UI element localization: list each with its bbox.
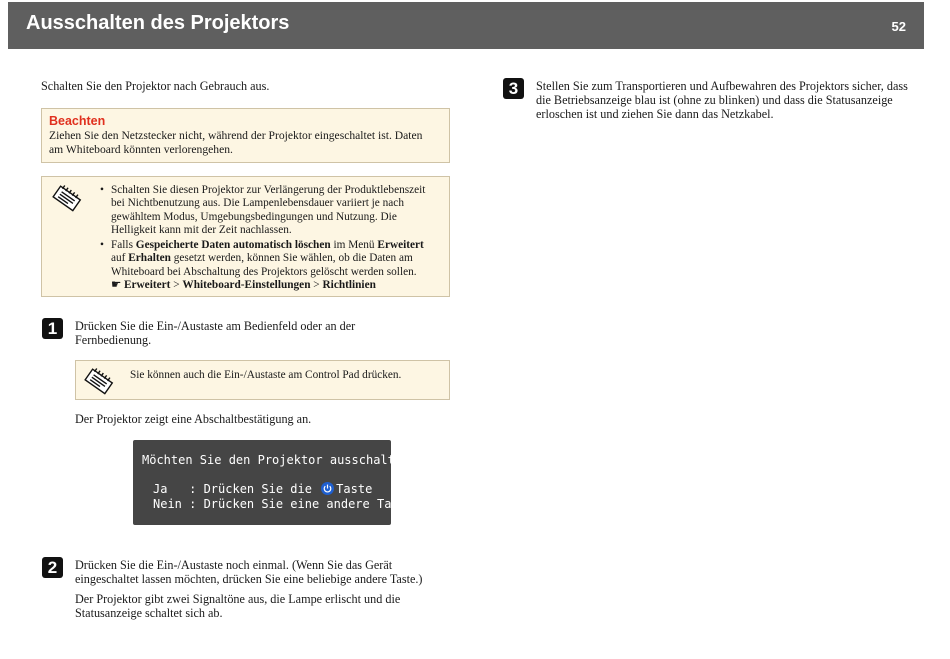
step-2-badge: 2 xyxy=(42,557,63,578)
memo-icon xyxy=(51,184,83,212)
attention-text: Ziehen Sie den Netzstecker nicht, während der Projektor eingeschaltet ist. Daten am Whiteboard könnten verlorengehen. xyxy=(49,129,423,156)
pointing-hand-icon: ☛ xyxy=(111,279,122,292)
menu-path-link[interactable]: Erweitert > Whiteboard-Einstellungen > Richtlinien xyxy=(123,279,376,292)
step-3-badge: 3 xyxy=(503,78,524,99)
page-header xyxy=(8,2,924,49)
step-1-memo-text: Sie können auch die Ein-/Austaste am Control Pad drücken. xyxy=(130,369,402,381)
memo-icon xyxy=(83,367,115,395)
memo-list xyxy=(100,184,436,294)
attention-title: Beachten xyxy=(49,114,106,128)
page-number: 52 xyxy=(891,19,906,34)
page-title: Ausschalten des Projektors xyxy=(26,12,290,34)
memo-box xyxy=(41,176,450,297)
step-2-text: Drücken Sie die Ein-/Austaste noch einmal. (Wenn Sie das Gerät eingeschaltet lassen möchten, drücken Sie eine beliebige andere Taste.) xyxy=(75,558,423,586)
shutdown-confirmation-dialog xyxy=(133,440,417,525)
osd-question: Möchten Sie den Projektor ausschalten? xyxy=(142,453,417,467)
memo-bullet-1: • Schalten Sie diesen Projektor zur Verlängerung der Produktlebenszeit bei Nichtbenutzung aus. Die Lampenlebensdauer variiert je nach gewähltem Modus, Umgebungsbedingungen und Nutzung. Die Helligkeit kann mit der Zeit nachlassen. xyxy=(100,184,436,237)
step-3-text: Stellen Sie zum Transportieren und Aufbewahren des Projektors sicher, dass die Betriebsanzeige blau ist (ohne zu blinken) und dass die Statusanzeige erloschen ist und ziehen Sie dann das Netzkabel. xyxy=(536,79,908,121)
osd-yes-line: Ja : Drücken Sie die Taste xyxy=(153,482,373,496)
step-1-text: Drücken Sie die Ein-/Austaste am Bedienfeld oder an der Fernbedienung. xyxy=(75,319,356,347)
memo-bullet-2: • Falls Gespeicherte Daten automatisch löschen im Menü Erweitert auf Erhalten gesetzt werden, können Sie wählen, ob die Daten am Whiteboard bei Abschaltung des Projektors gelöscht werden sollen. ☛ Erweitert > Whiteboard-Einstellungen > Richtlinien xyxy=(100,239,436,292)
attention-box xyxy=(41,108,450,163)
step-2-after-text: Der Projektor gibt zwei Signaltöne aus, die Lampe erlischt und die Statusanzeige schaltet sich ab. xyxy=(75,592,401,620)
step-1-after-text: Der Projektor zeigt eine Abschaltbestätigung an. xyxy=(75,412,312,426)
intro-text: Schalten Sie den Projektor nach Gebrauch aus. xyxy=(41,79,270,93)
step-1-badge: 1 xyxy=(42,318,63,339)
osd-no-line: Nein : Drücken Sie eine andere Taste xyxy=(153,497,414,511)
power-icon xyxy=(321,482,334,495)
step-1-memo-box xyxy=(75,360,450,400)
